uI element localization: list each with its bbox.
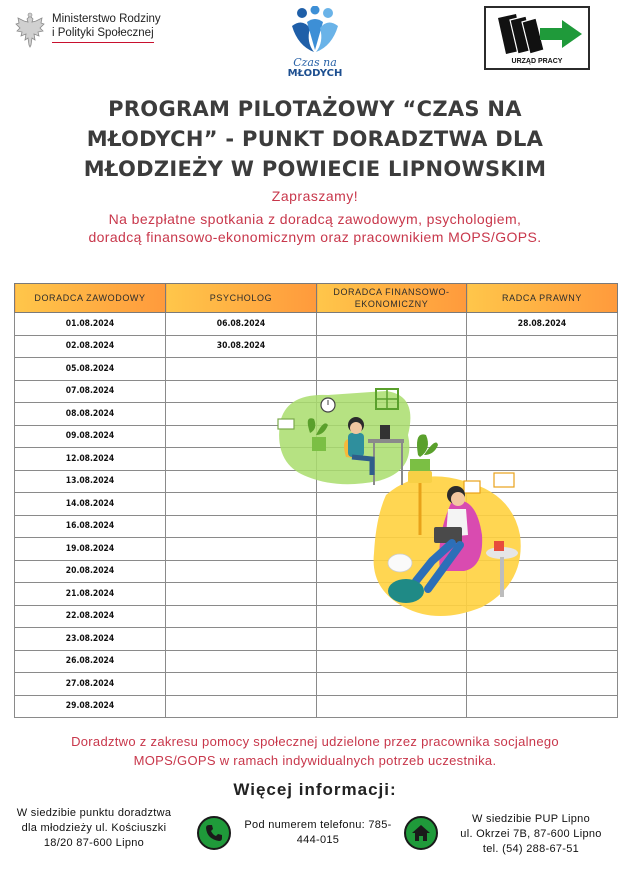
table-cell <box>467 538 618 561</box>
table-cell <box>317 470 467 493</box>
table-row <box>15 425 618 448</box>
table-cell: 20.08.2024 <box>15 560 166 583</box>
footer-pup-line3: tel. (54) 288-67-51 <box>482 843 580 855</box>
table-row <box>15 560 618 583</box>
table-cell <box>467 583 618 606</box>
urzad-pracy-logo <box>484 6 590 70</box>
table-cell: 27.08.2024 <box>15 673 166 696</box>
table-cell: 30.08.2024 <box>166 335 317 358</box>
table-cell <box>467 605 618 628</box>
table-cell <box>166 605 317 628</box>
table-cell: 02.08.2024 <box>15 335 166 358</box>
table-cell <box>317 425 467 448</box>
page-title: PROGRAM PILOTAŻOWY “CZAS NA MŁODYCH” - PUNKT DORADZTWA DLA MŁODZIEŻY W POWIECIE LIPNOWSKIM <box>83 97 547 181</box>
table-cell: 26.08.2024 <box>15 650 166 673</box>
table-cell <box>166 358 317 381</box>
table-row <box>15 493 618 516</box>
table-cell: 06.08.2024 <box>166 313 317 336</box>
footer-pup-address <box>446 812 616 857</box>
table-cell <box>467 695 618 718</box>
home-icon <box>404 816 438 850</box>
table-cell <box>166 673 317 696</box>
table-cell <box>467 515 618 538</box>
table-row <box>15 335 618 358</box>
table-row <box>15 673 618 696</box>
table-cell: 09.08.2024 <box>15 425 166 448</box>
footer-pup-line2: ul. Okrzei 7B, 87-600 Lipno <box>460 828 602 840</box>
table-cell: 28.08.2024 <box>467 313 618 336</box>
table-row <box>15 313 618 336</box>
table-cell <box>317 560 467 583</box>
table-row <box>15 470 618 493</box>
table-cell <box>467 335 618 358</box>
table-cell <box>467 470 618 493</box>
table-cell <box>317 583 467 606</box>
table-cell: 08.08.2024 <box>15 403 166 426</box>
footer-address-point: W siedzibie punktu doradztwa dla młodzieży ul. Kościuszki 18/20 87-600 Lipno <box>16 807 172 849</box>
ministry-name-line1: Ministerstwo Rodziny <box>52 13 161 25</box>
table-cell <box>166 628 317 651</box>
urzad-pracy-label: URZĄD PRACY <box>511 58 563 65</box>
table-cell <box>166 493 317 516</box>
table-cell <box>166 470 317 493</box>
table-row <box>15 358 618 381</box>
table-header-row <box>15 284 618 313</box>
column-header: RADCA PRAWNY <box>467 284 618 313</box>
table-cell <box>166 380 317 403</box>
column-header: DORADCA FINANSOWO-EKONOMICZNY <box>317 284 467 313</box>
table-cell <box>467 493 618 516</box>
table-row <box>15 538 618 561</box>
table-cell <box>166 515 317 538</box>
table-cell <box>467 425 618 448</box>
footer-pup-line1: W siedzibie PUP Lipno <box>472 813 590 825</box>
people-figures-icon <box>288 6 342 54</box>
table-cell <box>467 673 618 696</box>
table-cell: 01.08.2024 <box>15 313 166 336</box>
czas-na-mlodych-logo <box>280 6 350 84</box>
table-cell <box>166 695 317 718</box>
table-cell <box>317 605 467 628</box>
phone-icon <box>197 816 231 850</box>
table-cell <box>317 628 467 651</box>
eagle-emblem-icon <box>14 12 46 50</box>
invite-body: Na bezpłatne spotkania z doradcą zawodowym, psychologiem, doradcą finansowo-ekonomicznym oraz pracownikiem MOPS/GOPS. <box>88 211 542 245</box>
czas-logo-text-1: Czas na <box>293 56 337 69</box>
table-row <box>15 515 618 538</box>
table-cell: 13.08.2024 <box>15 470 166 493</box>
table-cell <box>317 493 467 516</box>
table-cell <box>166 583 317 606</box>
table-row <box>15 380 618 403</box>
table-cell <box>317 403 467 426</box>
ministry-logo <box>14 12 194 56</box>
social-assistance-note: Doradztwo z zakresu pomocy społecznej udzielone przez pracownika socjalnego MOPS/GOPS w ramach indywidualnych potrzeb uczestnika. <box>71 734 559 768</box>
table-row <box>15 650 618 673</box>
table-cell <box>467 650 618 673</box>
table-cell <box>166 448 317 471</box>
table-cell <box>317 650 467 673</box>
table-cell: 21.08.2024 <box>15 583 166 606</box>
table-cell <box>467 560 618 583</box>
table-cell <box>166 425 317 448</box>
table-cell <box>166 403 317 426</box>
czas-logo-text-2: MŁODYCH <box>287 68 343 79</box>
table-cell: 19.08.2024 <box>15 538 166 561</box>
table-row <box>15 628 618 651</box>
arrow-cards-icon <box>490 12 586 56</box>
table-cell <box>317 335 467 358</box>
table-cell: 14.08.2024 <box>15 493 166 516</box>
table-cell <box>317 538 467 561</box>
ministry-name-line2: i Polityki Społecznej <box>52 26 154 43</box>
table-row <box>15 583 618 606</box>
table-cell: 07.08.2024 <box>15 380 166 403</box>
table-cell <box>317 313 467 336</box>
table-cell: 29.08.2024 <box>15 695 166 718</box>
table-cell <box>317 358 467 381</box>
table-cell <box>317 448 467 471</box>
table-cell: 05.08.2024 <box>15 358 166 381</box>
table-cell <box>317 695 467 718</box>
table-row <box>15 695 618 718</box>
table-cell: 12.08.2024 <box>15 448 166 471</box>
column-header: DORADCA ZAWODOWY <box>15 284 166 313</box>
table-cell <box>467 380 618 403</box>
schedule-table <box>14 283 618 718</box>
footer-phone: Pod numerem telefonu: 785-444-015 <box>244 819 392 846</box>
schedule-table-body <box>15 313 618 718</box>
column-header: PSYCHOLOG <box>166 284 317 313</box>
table-row <box>15 605 618 628</box>
table-cell <box>317 380 467 403</box>
table-row <box>15 403 618 426</box>
table-cell <box>166 560 317 583</box>
table-cell: 23.08.2024 <box>15 628 166 651</box>
table-cell: 22.08.2024 <box>15 605 166 628</box>
table-cell <box>166 538 317 561</box>
table-cell <box>166 650 317 673</box>
more-info-heading: Więcej informacji: <box>233 780 397 799</box>
table-cell <box>467 358 618 381</box>
table-cell: 16.08.2024 <box>15 515 166 538</box>
table-cell <box>467 628 618 651</box>
table-cell <box>317 515 467 538</box>
table-cell <box>467 448 618 471</box>
table-cell <box>317 673 467 696</box>
invite-heading: Zapraszamy! <box>271 188 359 204</box>
table-row <box>15 448 618 471</box>
table-cell <box>467 403 618 426</box>
